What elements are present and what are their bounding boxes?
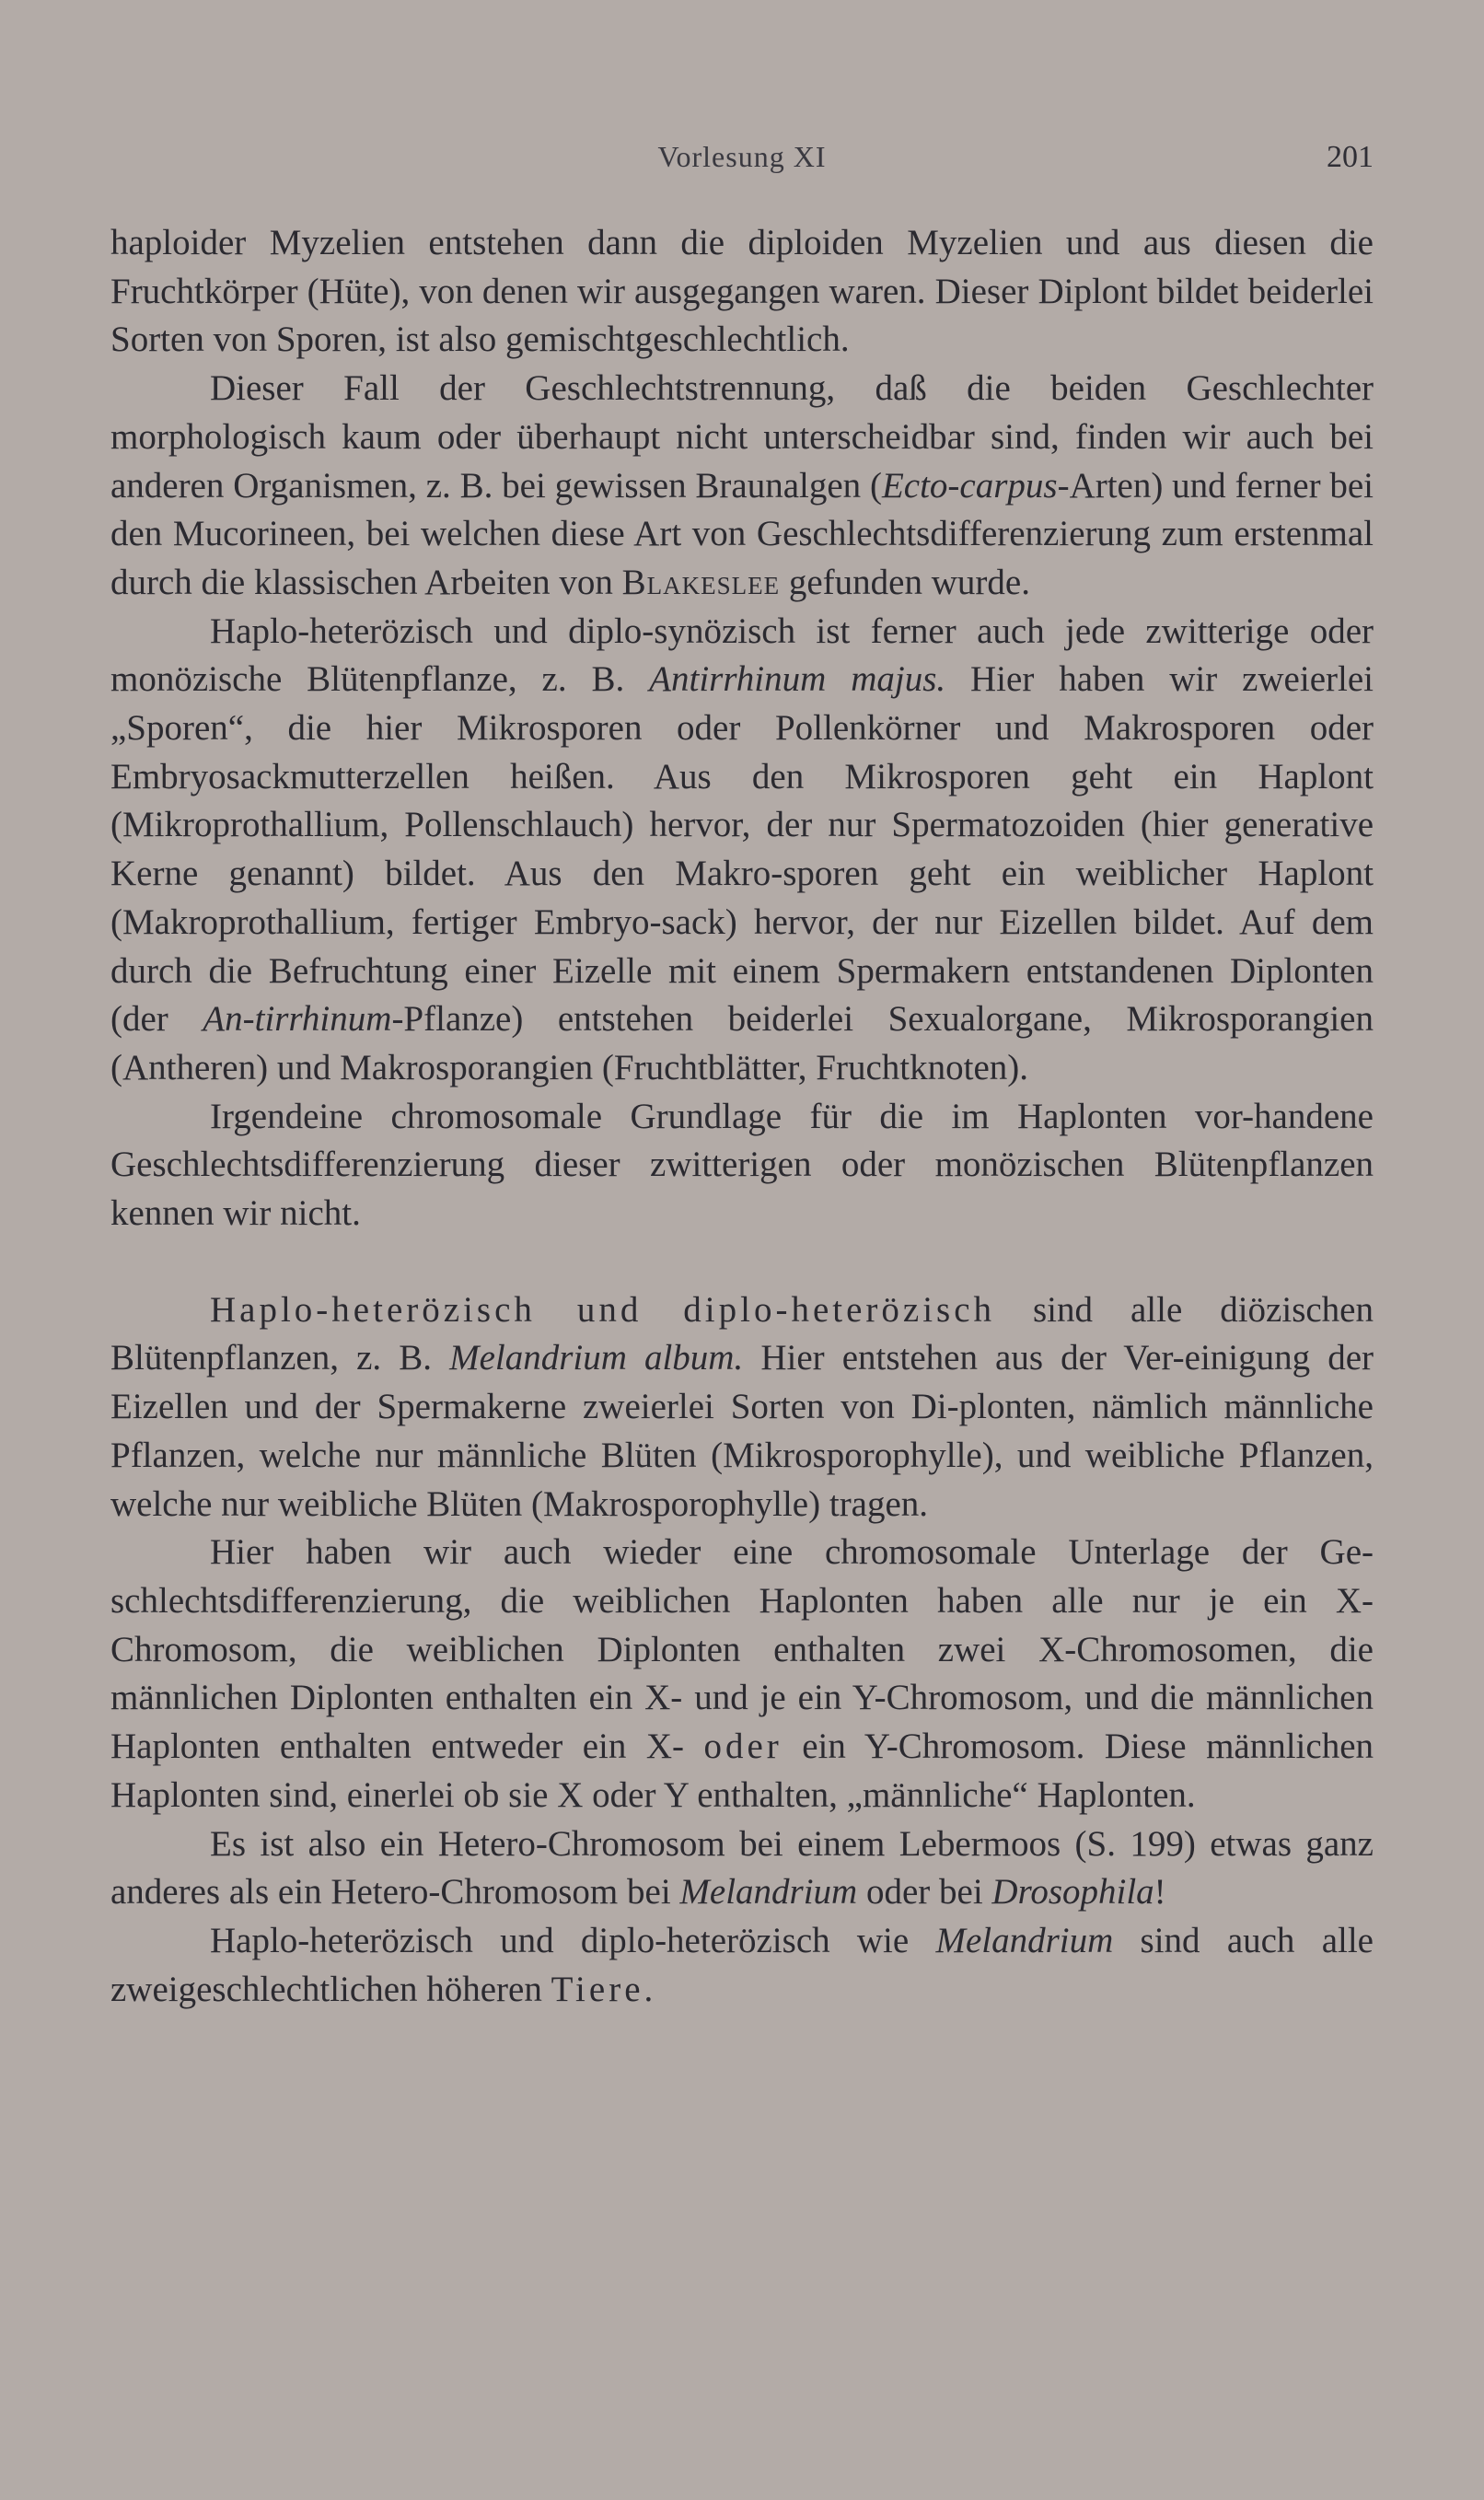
paragraph-7	[110, 1820, 1374, 1917]
paragraph-4	[110, 1093, 1374, 1238]
paragraph-6	[110, 1529, 1374, 1820]
paragraph-5	[110, 1286, 1374, 1529]
paragraph-3	[110, 608, 1374, 1093]
text-run: Hier haben wir auch wieder eine chromosomale Unterlage der Ge-schlechtsdifferenzierung, die weiblichen Haplonten haben alle nur je ein X-Chromosom, die weiblichen Diplonten enthalten zwei X-Chromosomen, die männlichen Diplonten enthalten ein X- und je ein Y-Chromosom, und die männlichen Haplonten enthalten entweder ein X-	[110, 1532, 1374, 1767]
taxon-name: Drosophila	[991, 1872, 1154, 1913]
author-name: Blakeslee	[621, 562, 781, 602]
text-run: ein Y-Chromosom. Diese männlichen Haplonten sind, einerlei ob sie X oder Y enthalten, „männliche“ Haplonten.	[110, 1727, 1374, 1815]
page-header	[110, 140, 1374, 186]
taxon-name: Melandrium album.	[449, 1338, 744, 1378]
taxon-name: Antirrhinum majus.	[649, 659, 946, 700]
text-run: Es ist also ein Hetero-Chromosom bei einem Lebermoos (S. 199) etwas ganz anderes als ein Hetero-Chromosom bei	[110, 1823, 1374, 1913]
text-run: .	[643, 1969, 654, 2009]
text-run: Haplo-heterözisch und diplo-heterözisch wie	[210, 1920, 936, 1960]
text-run: -Pflanze) entstehen beiderlei Sexualorgane, Mikrosporangien (Antheren) und Makrosporangien (Fruchtblätter, Fruchtknoten).	[110, 999, 1374, 1087]
emphasized-term: Tiere	[551, 1969, 644, 2009]
text-run: Hier entstehen aus der Ver-einigung der Eizellen und der Spermakerne zweierlei Sorten von Di-plonten, nämlich männliche Pflanzen, welche nur männliche Blüten (Mikrosporophylle), und weibliche Pflanzen, welche nur weibliche Blüten (Makrosporophylle) tragen.	[110, 1338, 1374, 1524]
taxon-name: Melandrium	[679, 1872, 858, 1913]
text-run: Hier haben wir zweierlei „Sporen“, die hier Mikrosporen oder Pollenkörner und Makrosporen oder Embryosackmutterzellen heißen. Aus den Mikrosporen geht ein Haplont (Mikroprothallium, Pollenschlauch) hervor, der nur Spermatozoiden (hier generative Kerne genannt) bildet. Aus den Makro-sporen geht ein weiblicher Haplont (Makroprothallium, fertiger Embryo-sack) hervor, der nur Eizellen bildet. Auf dem durch die Befruchtung einer Eizelle mit einem Spermakern entstandenen Diplonten (der	[110, 659, 1374, 1040]
paragraph-1	[110, 219, 1374, 365]
text-run: sind alle diözischen Blütenpflanzen, z. B.	[110, 1289, 1374, 1378]
text-run: Haplo-heterözisch und diplo-synözisch ist ferner auch jede zwitterige oder monözische Blütenpflanze, z. B.	[110, 610, 1374, 700]
text-run: sind auch alle zweigeschlechtlichen höheren	[110, 1920, 1374, 2009]
text-run: oder bei	[857, 1872, 992, 1913]
taxon-name: Melandrium	[935, 1920, 1114, 1960]
taxon-name: An-tirrhinum	[203, 999, 392, 1040]
taxon-name: Ecto-carpus	[881, 465, 1058, 506]
running-head: Vorlesung XI	[657, 140, 827, 173]
body-text	[110, 219, 1374, 2014]
text-run: gefunden wurde.	[780, 562, 1030, 602]
paragraph-8	[110, 1917, 1374, 2014]
paragraph-2	[110, 365, 1374, 608]
text-run: !	[1154, 1872, 1166, 1913]
emphasized-term: oder	[703, 1727, 783, 1767]
page-number: 201	[1327, 140, 1374, 174]
text-run: -Arten) und ferner bei den Mucorineen, bei welchen diese Art von Geschlechtsdifferenzierung zum erstenmal durch die klassischen Arbeiten von	[110, 465, 1374, 602]
emphasized-term: Haplo-heterözisch und diplo-heterözisch	[210, 1289, 996, 1330]
text-run: Dieser Fall der Geschlechtstrennung, daß die beiden Geschlechter morphologisch kaum oder überhaupt nicht unterscheidbar sind, finden wir auch bei anderen Organismen, z. B. bei gewissen Braunalgen (	[110, 368, 1374, 506]
text-run: haploider Myzelien entstehen dann die diploiden Myzelien und aus diesen die Fruchtkörper (Hüte), von denen wir ausgegangen waren. Dieser Diplont bildet beiderlei Sorten von Sporen, ist also gemischtgeschlechtlich.	[110, 223, 1374, 360]
text-run: Irgendeine chromosomale Grundlage für die im Haplonten vor-handene Geschlechtsdifferenzierung dieser zwitterigen oder monözischen Blütenpflanzen kennen wir nicht.	[110, 1096, 1374, 1234]
